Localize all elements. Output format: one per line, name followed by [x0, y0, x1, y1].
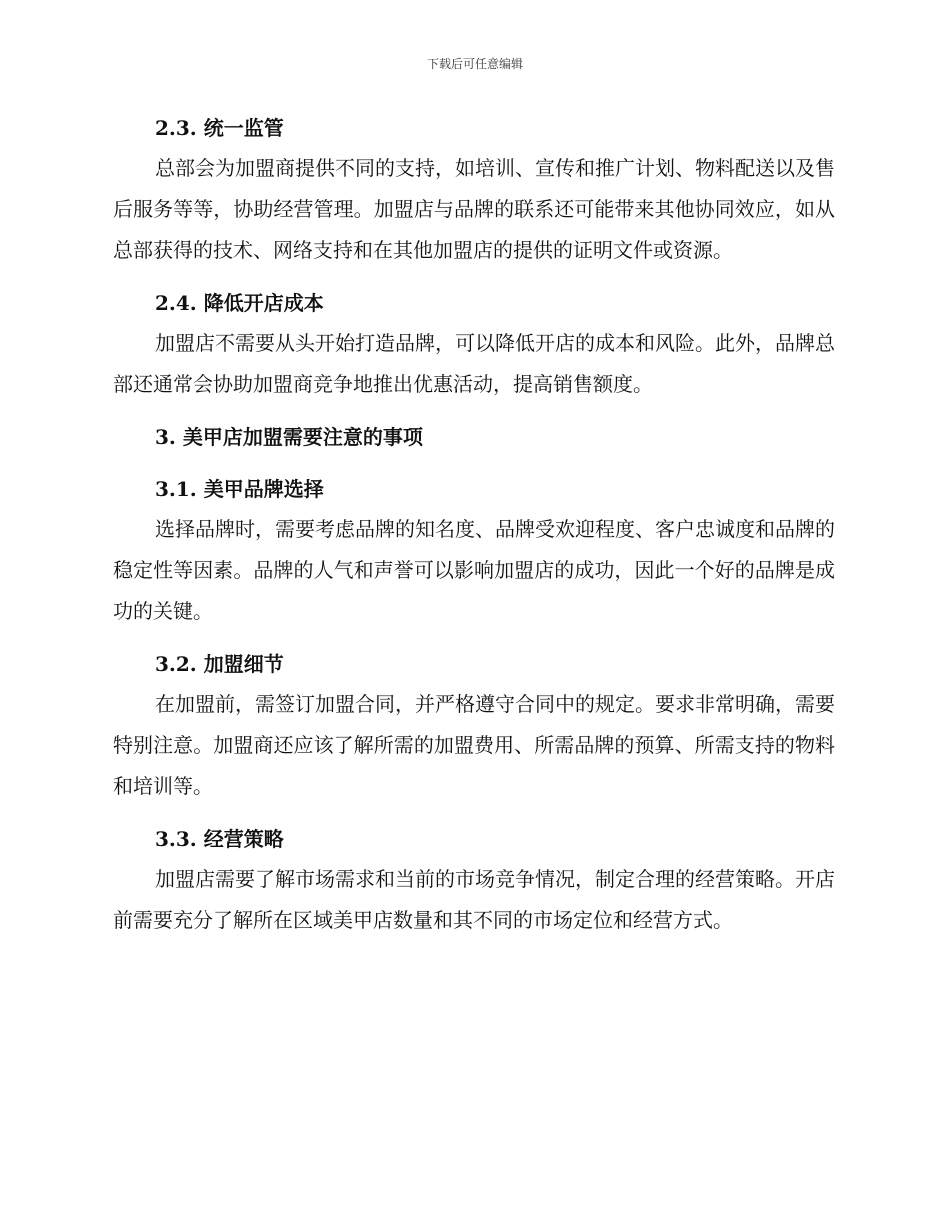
- heading-3: 3. 美甲店加盟需要注意的事项: [155, 425, 423, 449]
- paragraph-2-4: 加盟店不需要从头开始打造品牌，可以降低开店的成本和风险。此外，品牌总部还通常会协助加盟商竞争地推出优惠活动，提高销售额度。: [113, 331, 835, 396]
- document-body: [113, 108, 835, 953]
- paragraph-3-2: 在加盟前，需签订加盟合同，并严格遵守合同中的规定。要求非常明确，需要特别注意。加盟商还应该了解所需的加盟费用、所需品牌的预算、所需支持的物料和培训等。: [113, 692, 835, 798]
- heading-2-3: 2.3. 统一监管: [155, 116, 284, 140]
- heading-3-2: 3.2. 加盟细节: [155, 652, 284, 676]
- heading-3-3: 3.3. 经营策略: [155, 827, 284, 851]
- paragraph-3-3: 加盟店需要了解市场需求和当前的市场竞争情况，制定合理的经营策略。开店前需要充分了解所在区域美甲店数量和其不同的市场定位和经营方式。: [113, 867, 835, 932]
- heading-2-4: 2.4. 降低开店成本: [155, 291, 324, 315]
- heading-3-1: 3.1. 美甲品牌选择: [155, 477, 324, 501]
- paragraph-2-3: 总部会为加盟商提供不同的支持，如培训、宣传和推广计划、物料配送以及售后服务等等，协助经营管理。加盟店与品牌的联系还可能带来其他协同效应，如从总部获得的技术、网络支持和在其他加盟店的提供的证明文件或资源。: [113, 156, 835, 262]
- page-header: 下载后可任意编辑: [426, 57, 523, 71]
- paragraph-3-1: 选择品牌时，需要考虑品牌的知名度、品牌受欢迎程度、客户忠诚度和品牌的稳定性等因素。品牌的人气和声誉可以影响加盟店的成功，因此一个好的品牌是成功的关键。: [113, 517, 835, 623]
